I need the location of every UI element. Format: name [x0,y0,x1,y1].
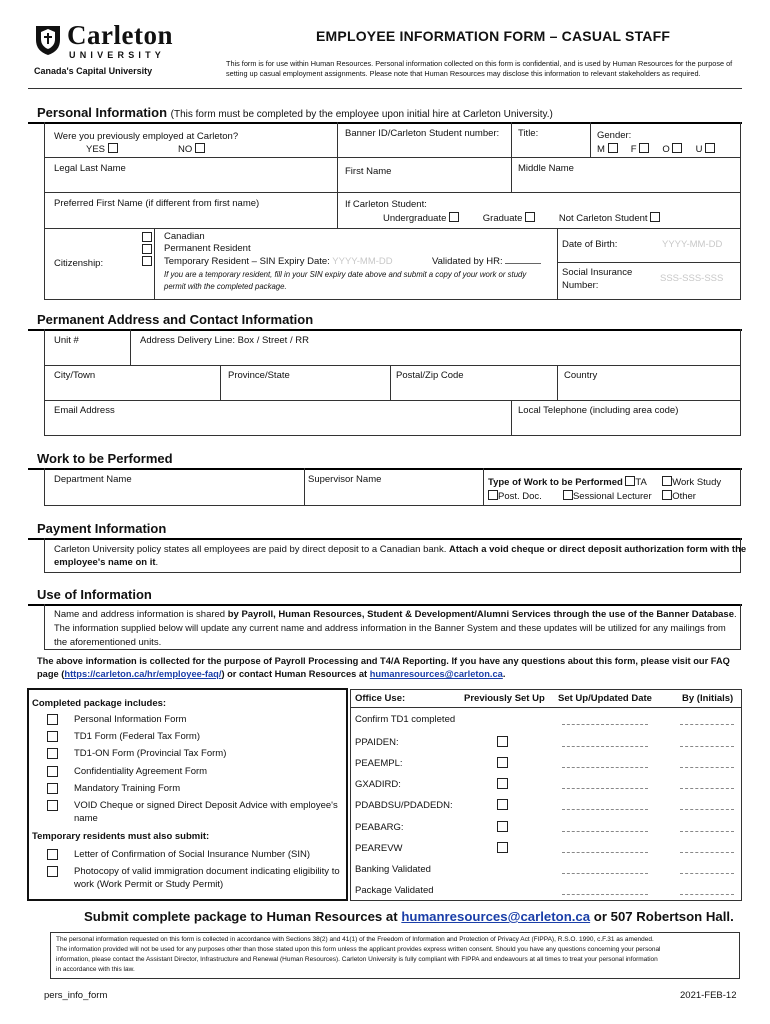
citizenship-label: Citizenship: [54,258,104,269]
office-checkbox-pdabdsu[interactable] [497,799,508,810]
date-field-8[interactable] [562,873,648,874]
banner-id-label: Banner ID/Carleton Student number: [345,128,500,139]
date-field-5[interactable] [562,809,648,810]
office-col-4: By (Initials) [682,693,734,704]
gender-label: Gender: [597,130,632,141]
post-doc-checkbox [488,490,498,500]
perm-resident-label: Permanent Resident [164,243,251,254]
pkg-checkbox-4[interactable] [47,766,58,777]
privacy-line-1: The personal information requested on this form is collected in accordance with Sections 38(2) and 41(1) of the Freedom of Information and Protection of Privacy Act (FIPPA), R.S.O. 1990, c.F.31 as amended. [56,936,654,943]
logo-tagline: Canada's Capital University [34,66,153,76]
pkg-item-4: Confidentiality Agreement Form [74,766,208,777]
pkg-item-6: VOID Cheque or signed Direct Deposit Advice with employee's [74,800,338,811]
logo-university: UNIVERSITY [69,50,166,60]
dob-label: Date of Birth: [562,239,618,250]
initials-field-8[interactable] [680,873,734,874]
email-label: Email Address [54,405,115,416]
validated-hr-field[interactable] [505,263,541,264]
carleton-logo [34,20,173,80]
canadian-label: Canadian [164,231,205,242]
office-checkbox-pearevw[interactable] [497,842,508,853]
sin-label-1: Social Insurance [562,267,633,278]
if-student-label: If Carleton Student: [345,199,427,210]
department-label: Department Name [54,474,132,485]
intro-line-1: This form is for use within Human Resources. Personal information collected on this form is confidential, and is used by Human Resources for the purpose of [226,59,733,68]
prev-employed-label: Were you previously employed at Carleton? [54,131,239,142]
pkg-item-2: TD1 Form (Federal Tax Form) [74,731,200,742]
initials-field-7[interactable] [680,852,734,853]
logo-name: Carleton [67,20,173,50]
yes-checkbox [108,143,118,153]
payment-text-1: Carleton University policy states all employees are paid by direct deposit to a Canadian bank. Attach a void cheque or direct deposit authorization form with the [54,544,747,555]
sessional-checkbox [563,490,573,500]
sin-input[interactable]: SSS-SSS-SSS [660,273,724,284]
gender-m-checkbox [608,143,618,153]
pkg-checkbox-5[interactable] [47,783,58,794]
work-type-options-2[interactable]: Post. Doc. Sessional Lecturer Other [488,490,696,502]
pkg-item-1: Personal Information Form [74,714,187,725]
initials-field-2[interactable] [680,746,734,747]
crest-icon [34,24,62,56]
postal-label: Postal/Zip Code [396,370,464,381]
office-checkbox-peaempl[interactable] [497,757,508,768]
prev-employed-no[interactable]: NO [178,143,205,155]
initials-field-3[interactable] [680,767,734,768]
date-field-7[interactable] [562,852,648,853]
sin-expiry-input[interactable]: YYYY-MM-DD [332,256,393,267]
not-student-checkbox [650,212,660,222]
pkg-checkbox-6[interactable] [47,800,58,811]
date-field-4[interactable] [562,788,648,789]
title-label: Title: [518,128,539,139]
perm-resident-checkbox[interactable] [142,244,152,254]
canadian-checkbox[interactable] [142,232,152,242]
initials-field-1[interactable] [680,724,734,725]
initials-field-5[interactable] [680,809,734,810]
office-row-4: GXADIRD: [355,779,401,790]
date-field-2[interactable] [562,746,648,747]
faq-line-2: page (https://carleton.ca/hr/employee-faq/) or contact Human Resources at humanresources@carleton.ca. [37,669,506,679]
payment-text-2: employee's name on it. [54,557,159,568]
prev-employed-yes[interactable]: YES [86,143,118,155]
legal-last-name-label: Legal Last Name [54,163,126,174]
office-col-3: Set Up/Updated Date [558,693,652,704]
footer-right: 2021-FEB-12 [680,990,737,1001]
office-row-1: Confirm TD1 completed [355,714,456,725]
graduate-checkbox [525,212,535,222]
work-section-title: Work to be Performed [37,451,173,466]
address-section-title: Permanent Address and Contact Information [37,312,314,327]
supervisor-label: Supervisor Name [308,474,382,485]
date-field-1[interactable] [562,724,648,725]
form-title: EMPLOYEE INFORMATION FORM – CASUAL STAFF [316,28,671,44]
office-checkbox-peabarg[interactable] [497,821,508,832]
province-label: Province/State [228,370,290,381]
dob-input[interactable]: YYYY-MM-DD [662,239,723,250]
student-options[interactable]: Undergraduate Graduate Not Carleton Student [383,212,660,224]
date-field-3[interactable] [562,767,648,768]
pkg-checkbox-2[interactable] [47,731,58,742]
unit-label: Unit # [54,335,79,346]
pkg-item-5: Mandatory Training Form [74,783,181,794]
submit-email-link[interactable]: humanresources@carleton.ca [401,909,591,924]
privacy-line-2: The information provided will not be used for any purposes other than those stated upon this form unless the applicant provides express written consent. Should you have any questions concerning your personal [56,946,661,953]
temp-item-2b: work (Work Permit or Study Permit) [74,879,224,890]
faq-line-1: The above information is collected for the purpose of Payroll Processing and T4/A Reporting. If you have any questions about this form, please visit our FAQ [37,656,730,666]
phone-label: Local Telephone (including area code) [518,405,679,416]
temp-item-1: Letter of Confirmation of Social Insurance Number (SIN) [74,849,311,860]
gender-u-checkbox [705,143,715,153]
office-row-2: PPAIDEN: [355,737,399,748]
office-row-9: Package Validated [355,885,434,896]
office-row-6: PEABARG: [355,822,404,833]
temp-title: Temporary residents must also submit: [32,831,210,842]
no-checkbox [195,143,205,153]
work-type-options[interactable]: Type of Work to be Performed TA Work Study [488,477,722,488]
pkg-checkbox-1[interactable] [47,714,58,725]
gender-options[interactable]: M F O U [597,143,715,155]
office-row-5: PDABDSU/PDADEDN: [355,800,453,811]
temp-resident-checkbox[interactable] [142,256,152,266]
office-col-2: Previously Set Up [464,693,545,704]
city-label: City/Town [54,370,96,381]
office-row-8: Banking Validated [355,864,431,875]
privacy-line-4: in accordance with this law. [56,966,135,973]
faq-email-link[interactable]: humanresources@carleton.ca [369,669,503,679]
work-study-checkbox [662,476,672,486]
temp-resident-label: Temporary Resident – SIN Expiry Date: YYYY-MM-DD [164,256,393,267]
use-text-3: the aforementioned units. [54,637,162,648]
temp-note-2: permit with the completed package. [164,282,287,291]
ta-checkbox [625,476,635,486]
undergrad-checkbox [449,212,459,222]
middle-name-label: Middle Name [518,163,574,174]
gender-o-checkbox [672,143,682,153]
use-text-2: The information supplied below will update any current name and address information in the Banner System and these updates will be utilized for any mailings from [54,623,726,633]
initials-field-9[interactable] [680,894,734,895]
validated-hr-label: Validated by HR: [432,256,541,267]
pkg-item-6b: name [74,813,98,824]
intro-line-2: setting up casual employment assignments. Please note that Human Resources may disclose this information to relevant stakeholders as required. [226,69,701,78]
faq-link[interactable]: https://carleton.ca/hr/employee-faq/ [64,669,222,679]
office-row-7: PEAREVW [355,843,403,854]
payment-section-title: Payment Information [37,521,167,536]
header-divider [28,88,742,89]
date-field-6[interactable] [562,831,648,832]
temp-item-2: Photocopy of valid immigration document indicating eligibility to [74,866,340,877]
preferred-name-label: Preferred First Name (if different from first name) [54,198,260,209]
privacy-line-3: information, please contact the Assistant Director, Infrastructure and Renewal (Human Resources). Carleton University is fully compliant with FIPPA and endeavours at all times to treat your personal information [56,956,658,963]
office-row-3: PEAEMPL: [355,758,403,769]
temp-note-1: If you are a temporary resident, fill in your SIN expiry date above and submit a copy of your work or study [164,270,527,279]
submit-line: Submit complete package to Human Resources at humanresources@carleton.ca or 507 Robertson Hall. [84,909,734,924]
office-col-1: Office Use: [355,693,406,704]
initials-field-6[interactable] [680,831,734,832]
personal-section-title: Personal Information (This form must be completed by the employee upon initial hire at Carleton University.) [37,105,553,120]
sin-label-2: Number: [562,280,599,291]
footer-left: pers_info_form [44,990,108,1001]
delivery-label: Address Delivery Line: Box / Street / RR [140,335,309,346]
first-name-label: First Name [345,166,392,177]
use-text-1: Name and address information is shared by Payroll, Human Resources, Student & Development/Alumni Services through the use of the Banner Database. [54,609,737,620]
pkg-item-3: TD1-ON Form (Provincial Tax Form) [74,748,227,759]
pkg-checkbox-3[interactable] [47,748,58,759]
temp-checkbox-1[interactable] [47,849,58,860]
use-section-title: Use of Information [37,587,152,602]
other-checkbox [662,490,672,500]
temp-checkbox-2[interactable] [47,866,58,877]
date-field-9[interactable] [562,894,648,895]
package-title: Completed package includes: [32,698,167,709]
initials-field-4[interactable] [680,788,734,789]
office-checkbox-ppaiden[interactable] [497,736,508,747]
office-checkbox-gxadird[interactable] [497,778,508,789]
gender-f-checkbox [639,143,649,153]
country-label: Country [564,370,598,381]
